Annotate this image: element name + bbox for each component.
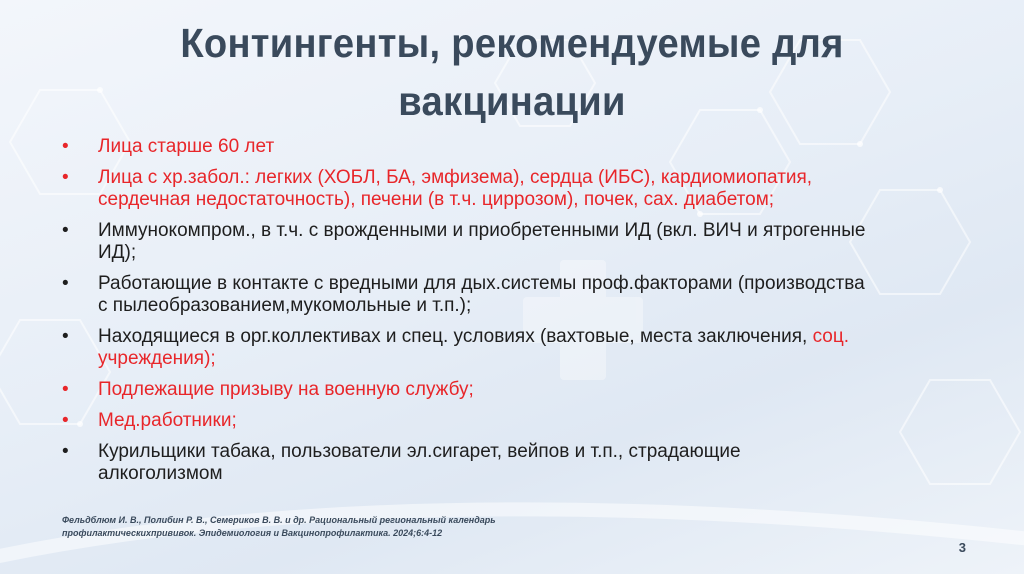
title-line-2: вакцинации [398,78,626,124]
bullet-icon: • [62,410,69,431]
list-item: • Курильщики табака, пользователи эл.сигарет, вейпов и т.п., страдающие алкоголизмом [62,441,741,484]
list-item: • Лица старше 60 лет [62,136,275,157]
list-item: • Иммунокомпром., в т.ч. с врожденными и приобретенными ИД (вкл. ВИЧ и ятрогенные ИД); [62,220,866,263]
list-item: • Мед.работники; [62,410,237,431]
bullet-icon: • [62,220,69,241]
bullet-icon: • [62,379,69,400]
bullet-icon: • [62,326,69,347]
bullet-icon: • [62,441,69,462]
list-item: • Подлежащие призыву на военную службу; [62,379,474,400]
page-number: 3 [958,540,966,555]
bullet-list [62,136,962,494]
bullet-icon: • [62,273,69,294]
bullet-icon: • [62,136,69,157]
list-item: • Лица с хр.забол.: легких (ХОБЛ, БА, эмфизема), сердца (ИБС), кардиомиопатия, сердечная недостаточность), печени (в т.ч. циррозом), почек, сах. диабетом; [62,167,813,210]
list-item: • Работающие в контакте с вредными для дых.системы проф.факторами (производства с пылеобразованием,мукомольные и т.п.); [62,273,865,316]
title-line-1: Контингенты, рекомендуемые для [180,20,844,66]
slide-title [92,14,933,130]
reference-citation: Фельдблюм И. В., Полибин Р. В., Семериков В. В. и др. Рациональный региональный календарь профилактическихпрививок. Эпидемиология и Вакцинопрофилактика. 2024;6:4-12 [62,515,496,538]
bullet-icon: • [62,167,69,188]
list-item: • Находящиеся в орг.коллективах и спец. условиях (вахтовые, места заключения, соц. учреждения); [62,326,850,369]
